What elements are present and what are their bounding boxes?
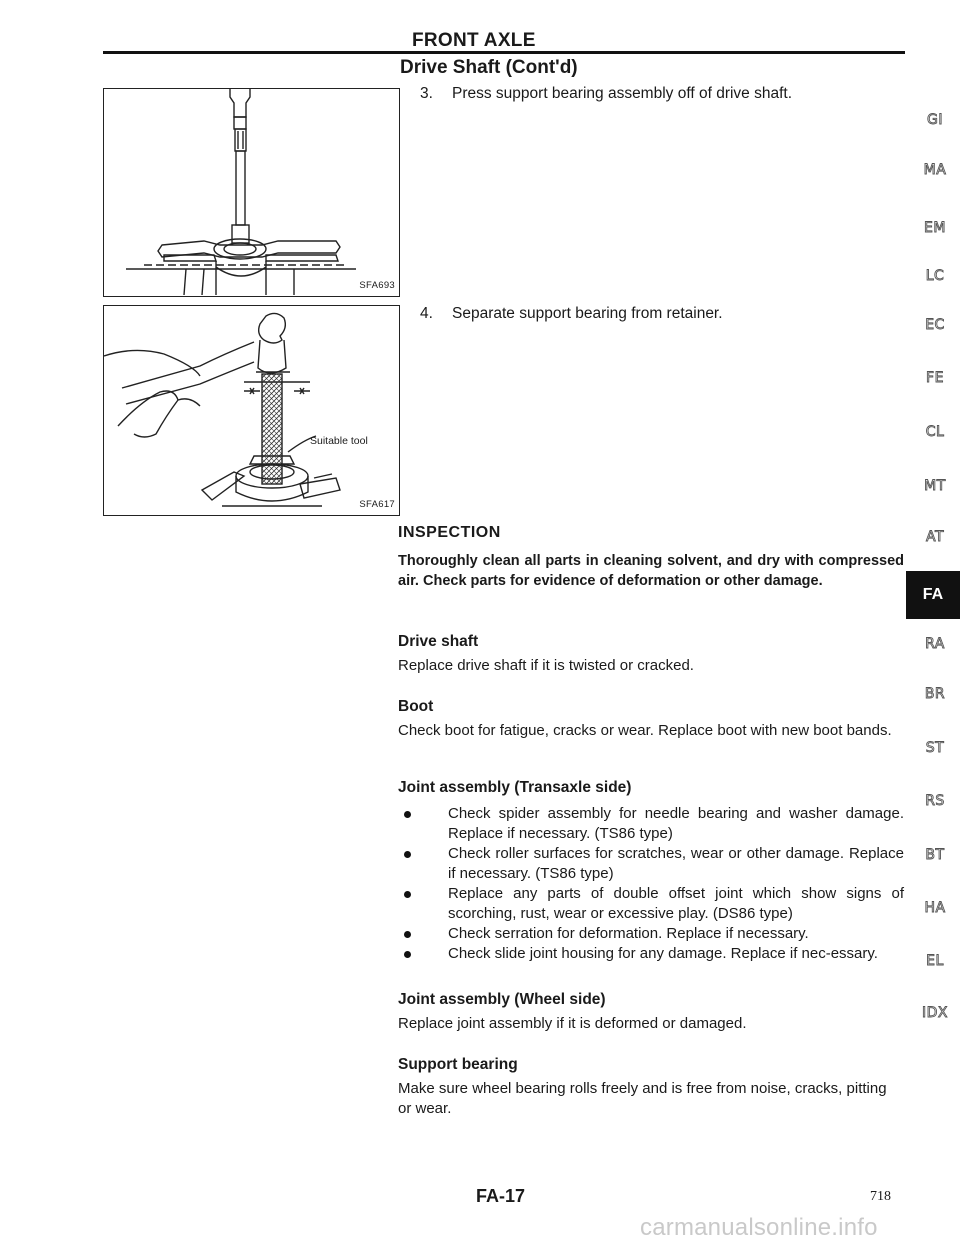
figure-id-label: SFA693: [359, 280, 395, 291]
bullet-icon: [404, 931, 411, 938]
tab-cl[interactable]: CL: [925, 424, 945, 440]
tab-at[interactable]: AT: [925, 529, 945, 545]
tab-el[interactable]: EL: [926, 953, 944, 969]
tab-idx[interactable]: IDX: [922, 1005, 948, 1021]
list-item: [398, 804, 904, 844]
tab-bt[interactable]: BT: [925, 847, 945, 863]
press-illustration: [104, 89, 399, 296]
support-bearing-text: Make sure wheel bearing rolls freely and is free from noise, cracks, pitting or wear.: [398, 1080, 887, 1117]
bullet-icon: [404, 851, 411, 858]
tab-st[interactable]: ST: [925, 740, 945, 756]
bullet-icon: [404, 951, 411, 958]
drive-shaft-text: Replace drive shaft if it is twisted or cracked.: [398, 657, 694, 674]
list-item: [398, 944, 904, 964]
list-item: [398, 844, 904, 884]
page-header-title: FRONT AXLE: [412, 30, 536, 51]
list-item-text: Check roller surfaces for scratches, wear or other damage. Replace if necessary. (TS86 type): [448, 845, 904, 882]
tab-br[interactable]: BR: [924, 686, 946, 702]
figure-id-label: SFA617: [359, 499, 395, 510]
bullet-icon: [404, 891, 411, 898]
joint-transaxle-list: [398, 804, 904, 964]
figure-callout-label: Suitable tool: [310, 435, 368, 447]
section-title: Drive Shaft (Cont'd): [400, 57, 578, 78]
drive-shaft-heading: Drive shaft: [398, 633, 479, 650]
page-number: FA-17: [476, 1186, 526, 1206]
joint-wheel-heading: Joint assembly (Wheel side): [398, 991, 606, 1008]
figure-hammer-bearing: [103, 305, 400, 516]
joint-transaxle-heading: Joint assembly (Transaxle side): [398, 779, 632, 796]
tab-fa-active[interactable]: FA: [906, 571, 960, 619]
support-bearing-heading: Support bearing: [398, 1056, 518, 1073]
header-rule: [103, 51, 905, 54]
tab-rs[interactable]: RS: [925, 793, 945, 809]
list-item-text: Replace any parts of double offset joint which show signs of scorching, rust, wear or excessive play. (DS86 type): [448, 885, 904, 922]
tab-ha[interactable]: HA: [924, 900, 946, 916]
tab-ra[interactable]: RA: [925, 636, 945, 652]
boot-text: Check boot for fatigue, cracks or wear. Replace boot with new boot bands.: [398, 722, 892, 739]
list-item: [398, 924, 904, 944]
inspection-heading: INSPECTION: [398, 524, 501, 541]
list-item-text: Check slide joint housing for any damage. Replace if nec-essary.: [448, 945, 878, 962]
tab-mt[interactable]: MT: [924, 478, 946, 494]
tab-gi[interactable]: GI: [927, 112, 943, 128]
list-item: [398, 884, 904, 924]
list-item-text: Check serration for deformation. Replace if necessary.: [448, 925, 809, 942]
bullet-icon: [404, 811, 411, 818]
tab-em[interactable]: EM: [924, 220, 946, 236]
step-text: Separate support bearing from retainer.: [452, 305, 723, 322]
tab-fe[interactable]: FE: [926, 370, 944, 386]
tab-ma[interactable]: MA: [923, 162, 947, 178]
tab-ec[interactable]: EC: [925, 317, 945, 333]
list-item-text: Check spider assembly for needle bearing and washer damage. Replace if necessary. (TS86 type): [448, 805, 904, 842]
figure-press-bearing: [103, 88, 400, 297]
watermark-url[interactable]: carmanualsonline.info: [640, 1214, 878, 1241]
hammer-illustration: [104, 306, 399, 515]
boot-heading: Boot: [398, 698, 434, 715]
inspection-intro: Thoroughly clean all parts in cleaning solvent, and dry with compressed air. Check parts for evidence of deformation or other damage.: [398, 553, 904, 589]
joint-wheel-text: Replace joint assembly if it is deformed or damaged.: [398, 1015, 747, 1032]
page-total: 718: [870, 1189, 891, 1204]
step-number: 4.: [420, 305, 433, 322]
tab-lc[interactable]: LC: [925, 268, 945, 284]
step-number: 3.: [420, 85, 433, 102]
step-text: Press support bearing assembly off of drive shaft.: [452, 85, 793, 102]
